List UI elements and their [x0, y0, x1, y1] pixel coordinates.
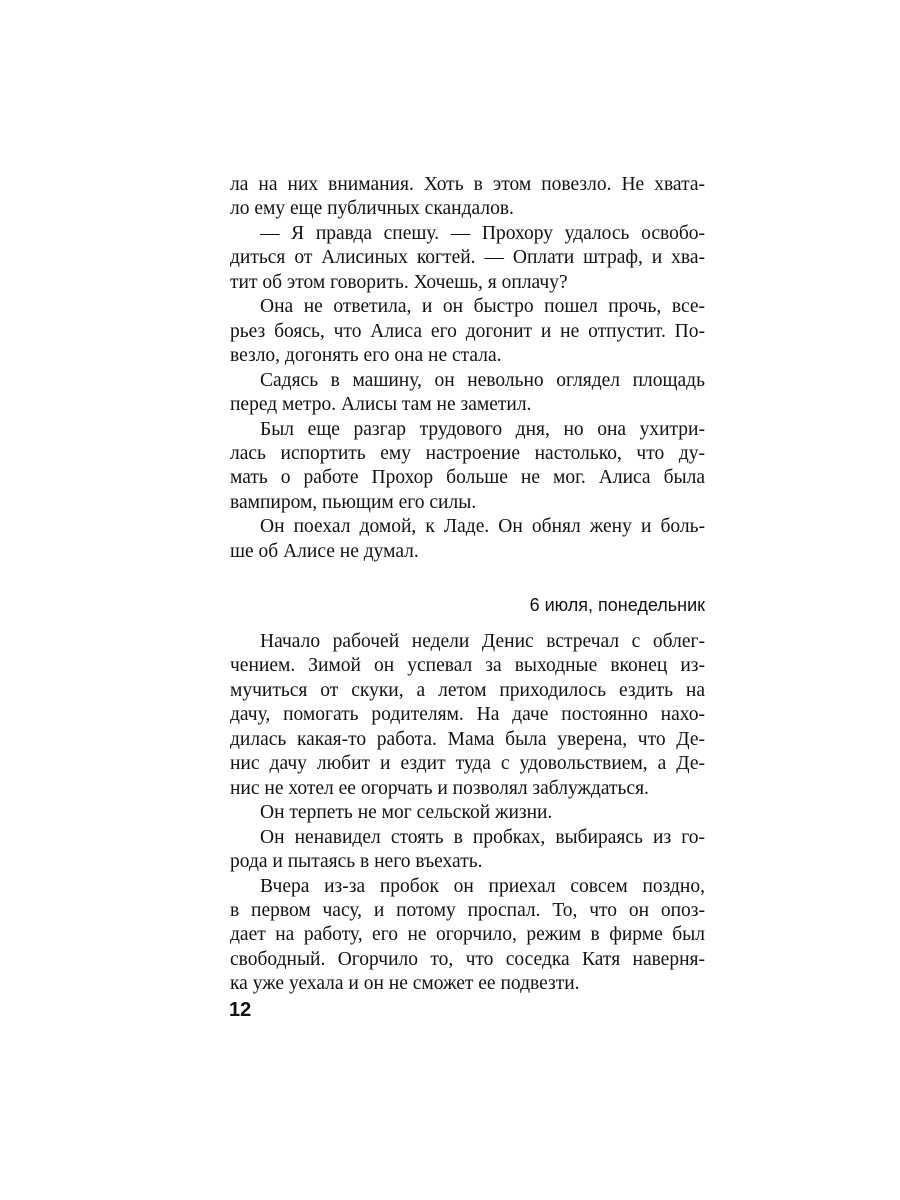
text-line: диться от Алисиных когтей. — Оплати штраф, и хва-	[230, 247, 705, 269]
text-line: дилась какая-то работа. Мама была уверена, что Де-	[230, 728, 705, 750]
text-line: нис не хотел ее огорчать и позволял заблуждаться.	[230, 777, 649, 799]
text-line: мучиться от скуки, а летом приходилось ездить на	[230, 679, 705, 701]
text-line: мать о работе Прохор больше не мог. Алиса была	[230, 467, 705, 489]
text-line: вампиром, пьющим его силы.	[230, 491, 477, 513]
text-line: Он терпеть не мог сельской жизни.	[260, 802, 553, 824]
text-line: чением. Зимой он успевал за выходные вконец из-	[230, 655, 705, 677]
text-line: Он ненавидел стоять в пробках, выбираясь из го-	[260, 826, 705, 848]
text-line: перед метро. Алисы там не заметил.	[230, 394, 532, 416]
text-line: рьез боясь, что Алиса его догонит и не отпустит. По-	[230, 320, 705, 342]
section-date-heading: 6 июля, понедельник	[529, 595, 705, 615]
text-line: — Я правда спешу. — Прохору удалось освобо-	[260, 222, 705, 244]
text-line: ла на них внимания. Хоть в этом повезло. Не хвата-	[230, 174, 705, 195]
text-line: везло, догонять его она не стала.	[230, 345, 502, 367]
text-line: Она не ответила, и он быстро пошел прочь, все-	[260, 296, 705, 318]
text-line: дает на работу, его не огорчило, режим в фирме был	[230, 924, 705, 946]
text-line: Садясь в машину, он невольно оглядел площадь	[260, 369, 705, 391]
text-line: Он поехал домой, к Ладе. Он обнял жену и боль-	[260, 516, 705, 538]
text-line: рода и пытаясь в него въехать.	[230, 851, 483, 873]
text-line: ше об Алисе не думал.	[230, 540, 419, 562]
text-line: Вчера из-за пробок он приехал совсем поздно,	[260, 875, 705, 897]
text-line: ло ему еще публичных скандалов.	[230, 198, 514, 220]
text-line: свободный. Огорчило то, что соседка Катя наверня-	[230, 948, 705, 970]
text-line: дачу, помогать родителям. На даче постоянно нахо-	[230, 704, 705, 726]
text-line: тит об этом говорить. Хочешь, я оплачу?	[230, 271, 568, 293]
text-line: в первом часу, и потому проспал. То, что он опоз-	[230, 899, 705, 921]
page-number: 12	[229, 999, 252, 1021]
text-line: ка уже уехала и он не сможет ее подвезти.	[230, 973, 580, 995]
text-line: Был еще разгар трудового дня, но она ухитри-	[260, 418, 705, 440]
text-line: лась испортить ему настроение настолько, что ду-	[230, 442, 705, 464]
text-line: Начало рабочей недели Денис встречал с облег-	[260, 631, 705, 652]
text-line: нис дачу любит и ездит туда с удовольствием, а Де-	[230, 753, 705, 775]
